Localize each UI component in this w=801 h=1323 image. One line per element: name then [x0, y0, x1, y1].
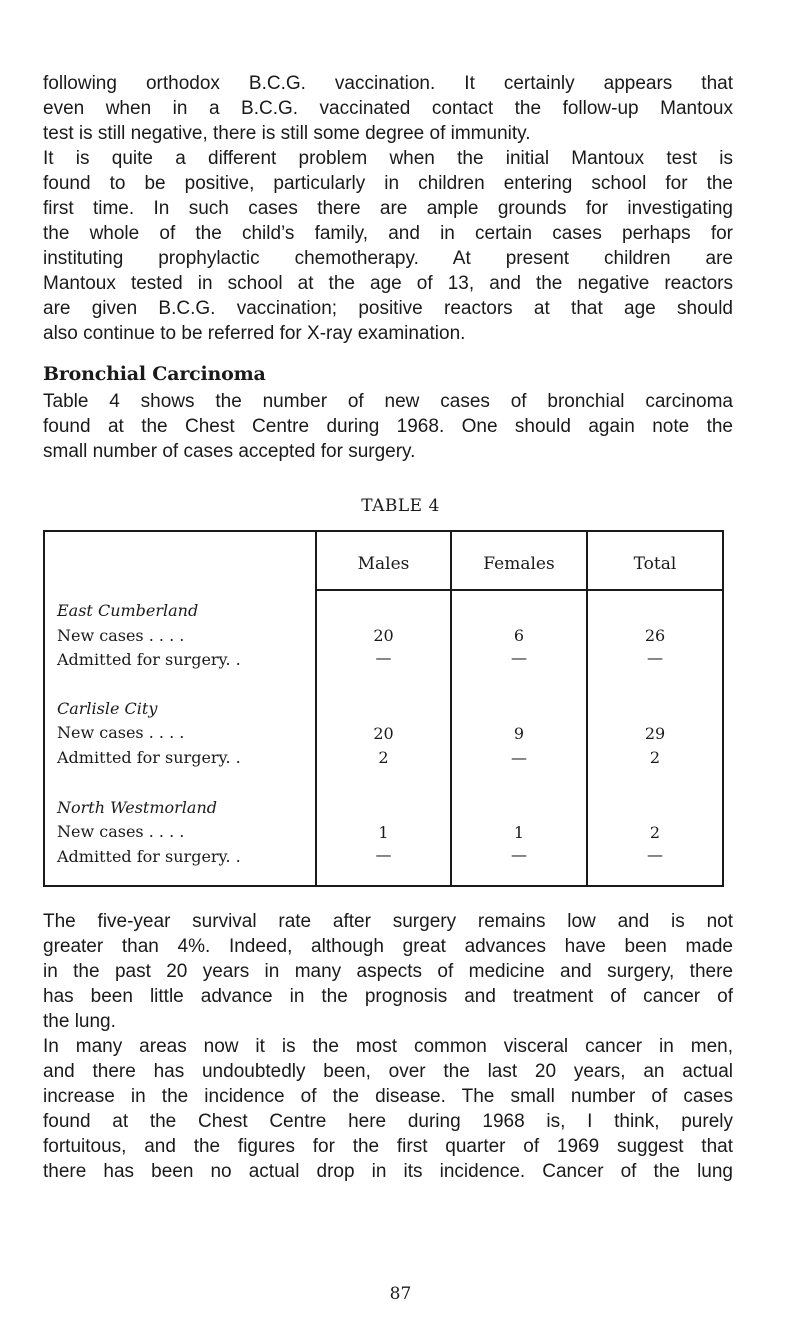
- text-line: and there has undoubtedly been, over the last 20 years, an actual: [43, 1061, 733, 1082]
- text-line: found at the Chest Centre here during 1968 is, I think, purely: [43, 1111, 733, 1132]
- text-line: The five-year survival rate after surgery remains low and is not: [43, 911, 733, 932]
- text-line: found at the Chest Centre during 1968. One should again note the: [43, 416, 733, 437]
- row-label: Admitted for surgery. .: [57, 650, 241, 669]
- region-north-westmorland: North Westmorland: [57, 798, 218, 817]
- text-line: greater than 4%. Indeed, although great advances have been made: [43, 936, 733, 957]
- cell-total: —: [647, 845, 663, 864]
- paragraph-table-intro: [43, 389, 733, 464]
- row-label: Admitted for surgery. .: [57, 847, 241, 866]
- row-label: New cases . . . .: [57, 822, 185, 841]
- text-line: the whole of the child’s family, and in certain cases perhaps for: [43, 223, 733, 244]
- text-line: are given B.C.G. vaccination; positive reactors at that age should: [43, 298, 733, 319]
- cell-females: 1: [513, 823, 525, 842]
- cell-total: —: [647, 648, 663, 667]
- text-line: test is still negative, there is still some degree of immunity.: [43, 123, 531, 144]
- table-border-left: [43, 530, 45, 887]
- text-line: in the past 20 years in many aspects of medicine and surgery, there: [43, 961, 733, 982]
- cell-total: 2: [649, 823, 661, 842]
- text-line: there has been no actual drop in its incidence. Cancer of the lung: [43, 1161, 733, 1182]
- text-line: also continue to be referred for X-ray examination.: [43, 323, 466, 344]
- region-carlisle-city: Carlisle City: [57, 699, 158, 718]
- header-females: Females: [483, 554, 555, 574]
- paragraph-mantoux: [43, 146, 733, 346]
- cell-females: 9: [513, 724, 525, 743]
- header-males: Males: [357, 554, 410, 574]
- text-line: instituting prophylactic chemotherapy. At present children are: [43, 248, 733, 269]
- data-table: [43, 530, 724, 887]
- section-heading: Bronchial Carcinoma: [43, 363, 266, 385]
- row-label: New cases . . . .: [57, 723, 185, 742]
- cell-females: —: [511, 845, 527, 864]
- text-line: following orthodox B.C.G. vaccination. It certainly appears that: [43, 73, 733, 94]
- page-number: 87: [389, 1284, 412, 1304]
- row-label: New cases . . . .: [57, 626, 185, 645]
- table-caption: TABLE 4: [361, 496, 440, 516]
- cell-females: 6: [513, 626, 525, 645]
- paragraph-incidence: [43, 1034, 733, 1184]
- text-line: even when in a B.C.G. vaccinated contact the follow-up Mantoux: [43, 98, 733, 119]
- row-label: Admitted for surgery. .: [57, 748, 241, 767]
- text-line: found to be positive, particularly in children entering school for the: [43, 173, 733, 194]
- text-line: In many areas now it is the most common visceral cancer in men,: [43, 1036, 733, 1057]
- table-border-bottom: [43, 885, 724, 887]
- cell-females: —: [511, 748, 527, 767]
- cell-females: —: [511, 648, 527, 667]
- region-east-cumberland: East Cumberland: [57, 601, 199, 620]
- paragraph-survival: [43, 909, 733, 1034]
- text-line: has been little advance in the prognosis and treatment of cancer of: [43, 986, 733, 1007]
- text-line: It is quite a different problem when the initial Mantoux test is: [43, 148, 733, 169]
- cell-males: 2: [378, 748, 389, 767]
- text-line: fortuitous, and the figures for the first quarter of 1969 suggest that: [43, 1136, 733, 1157]
- cell-total: 26: [644, 626, 666, 645]
- cell-males: 20: [373, 724, 394, 743]
- header-total: Total: [633, 554, 677, 574]
- text-line: Table 4 shows the number of new cases of bronchial carcinoma: [43, 391, 733, 412]
- cell-males: —: [375, 648, 392, 667]
- table-header-rule: [315, 589, 724, 591]
- cell-total: 2: [649, 748, 661, 767]
- text-line: small number of cases accepted for surgery.: [43, 441, 416, 462]
- text-line: increase in the incidence of the disease. The small number of cases: [43, 1086, 733, 1107]
- cell-males: 20: [373, 626, 394, 645]
- cell-total: 29: [644, 724, 666, 743]
- table-border-right: [722, 530, 724, 887]
- cell-males: 1: [378, 823, 389, 842]
- text-line: first time. In such cases there are ample grounds for investigating: [43, 198, 733, 219]
- table-border-top: [43, 530, 724, 532]
- text-line: the lung.: [43, 1011, 116, 1032]
- cell-males: —: [375, 845, 392, 864]
- text-line: Mantoux tested in school at the age of 13, and the negative reactors: [43, 273, 733, 294]
- paragraph-vaccination: [43, 71, 733, 146]
